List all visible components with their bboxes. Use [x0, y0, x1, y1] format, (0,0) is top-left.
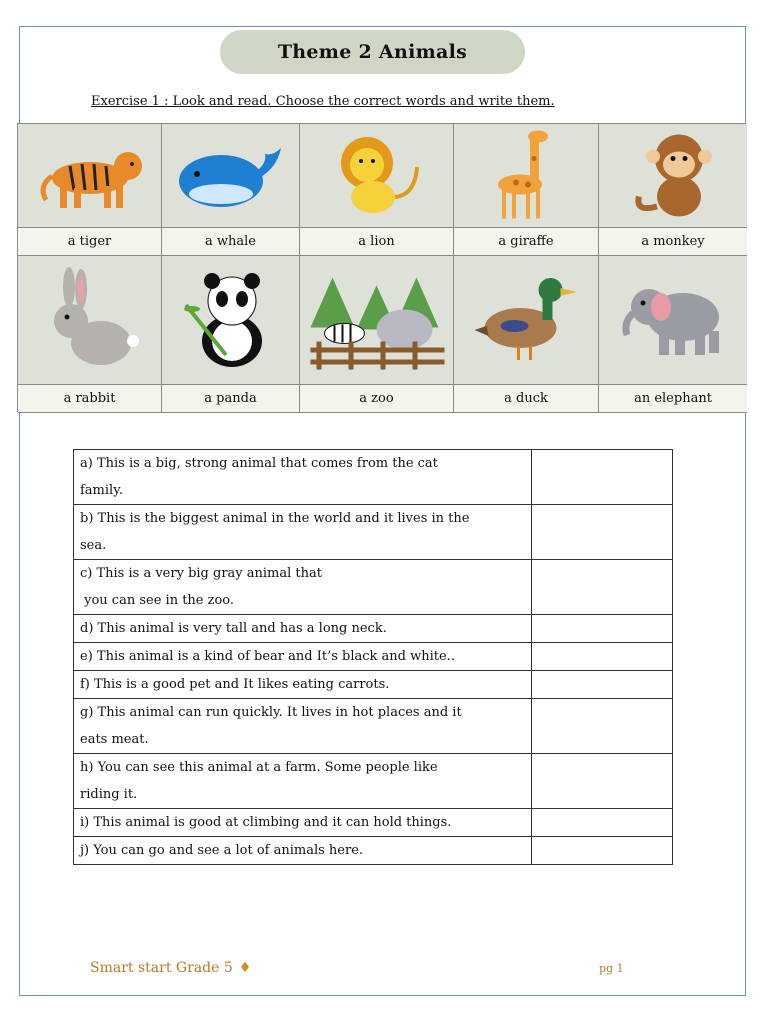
answer-box[interactable]	[532, 505, 673, 560]
question-row	[74, 505, 673, 560]
footer-series	[90, 960, 251, 976]
question-line: family.	[80, 483, 123, 498]
giraffe-icon	[486, 128, 566, 223]
monkey-icon	[623, 128, 723, 223]
picture-cell-tiger	[18, 124, 162, 228]
label-monkey: a monkey	[599, 228, 747, 256]
question-row	[74, 671, 673, 699]
tiger-icon	[30, 136, 150, 216]
duck-icon	[469, 270, 584, 370]
question-row	[74, 837, 673, 865]
diamond-icon: ♦	[238, 960, 252, 976]
label-giraffe: a giraffe	[454, 228, 599, 256]
question-row	[74, 699, 673, 754]
answer-box[interactable]	[532, 615, 673, 643]
question-text	[74, 615, 532, 643]
lion-icon	[327, 131, 427, 221]
picture-cell-panda	[162, 256, 300, 385]
question-line: you can see in the zoo.	[80, 593, 235, 608]
question-text	[74, 837, 532, 865]
answer-box[interactable]	[532, 754, 673, 809]
question-line: a) This is a big, strong animal that comes from the cat	[80, 456, 438, 471]
elephant-icon	[613, 275, 733, 365]
label-duck: a duck	[454, 385, 599, 413]
whale-icon	[171, 136, 291, 216]
picture-cell-monkey	[599, 124, 747, 228]
label-lion: a lion	[300, 228, 454, 256]
answer-box[interactable]	[532, 837, 673, 865]
exercise-instruction: Exercise 1 : Look and read. Choose the correct words and write them.	[91, 94, 555, 109]
picture-cell-duck	[454, 256, 599, 385]
panda-icon	[176, 265, 286, 375]
question-line: sea.	[80, 538, 107, 553]
question-line: eats meat.	[80, 732, 149, 747]
rabbit-icon	[35, 265, 145, 375]
question-text	[74, 505, 532, 560]
question-row	[74, 754, 673, 809]
question-line: j) You can go and see a lot of animals here.	[80, 843, 364, 858]
picture-cell-zoo	[300, 256, 454, 385]
animal-picture-grid	[17, 123, 746, 412]
question-text	[74, 754, 532, 809]
question-text	[74, 450, 532, 505]
question-line: h) You can see this animal at a farm. Some people like	[80, 760, 438, 775]
picture-cell-lion	[300, 124, 454, 228]
label-panda: a panda	[162, 385, 300, 413]
zoo-icon	[304, 268, 449, 373]
label-zoo: a zoo	[300, 385, 454, 413]
question-line: b) This is the biggest animal in the world and it lives in the	[80, 511, 470, 526]
picture-cell-elephant	[599, 256, 747, 385]
question-text	[74, 809, 532, 837]
question-row	[74, 643, 673, 671]
picture-cell-rabbit	[18, 256, 162, 385]
page-number: pg 1	[599, 962, 624, 975]
question-line: g) This animal can run quickly. It lives in hot places and it	[80, 705, 462, 720]
answer-box[interactable]	[532, 809, 673, 837]
answer-box[interactable]	[532, 699, 673, 754]
answer-box[interactable]	[532, 450, 673, 505]
question-line: i) This animal is good at climbing and it can hold things.	[80, 815, 452, 830]
page-title: Theme 2 Animals	[220, 30, 525, 74]
answer-box[interactable]	[532, 560, 673, 615]
question-line: riding it.	[80, 787, 138, 802]
question-table	[73, 449, 673, 865]
answer-box[interactable]	[532, 671, 673, 699]
label-tiger: a tiger	[18, 228, 162, 256]
picture-cell-whale	[162, 124, 300, 228]
label-elephant: an elephant	[599, 385, 747, 413]
question-text	[74, 699, 532, 754]
question-line: d) This animal is very tall and has a long neck.	[80, 621, 387, 636]
question-line: e) This animal is a kind of bear and It’s black and white..	[80, 649, 455, 664]
question-row	[74, 450, 673, 505]
footer-series-label: Smart start Grade 5	[90, 960, 233, 976]
question-row	[74, 809, 673, 837]
question-line: c) This is a very big gray animal that	[80, 566, 322, 581]
question-text	[74, 643, 532, 671]
question-text	[74, 560, 532, 615]
label-whale: a whale	[162, 228, 300, 256]
question-row	[74, 560, 673, 615]
answer-box[interactable]	[532, 643, 673, 671]
question-line: f) This is a good pet and It likes eating carrots.	[80, 677, 390, 692]
label-rabbit: a rabbit	[18, 385, 162, 413]
question-text	[74, 671, 532, 699]
picture-cell-giraffe	[454, 124, 599, 228]
question-row	[74, 615, 673, 643]
